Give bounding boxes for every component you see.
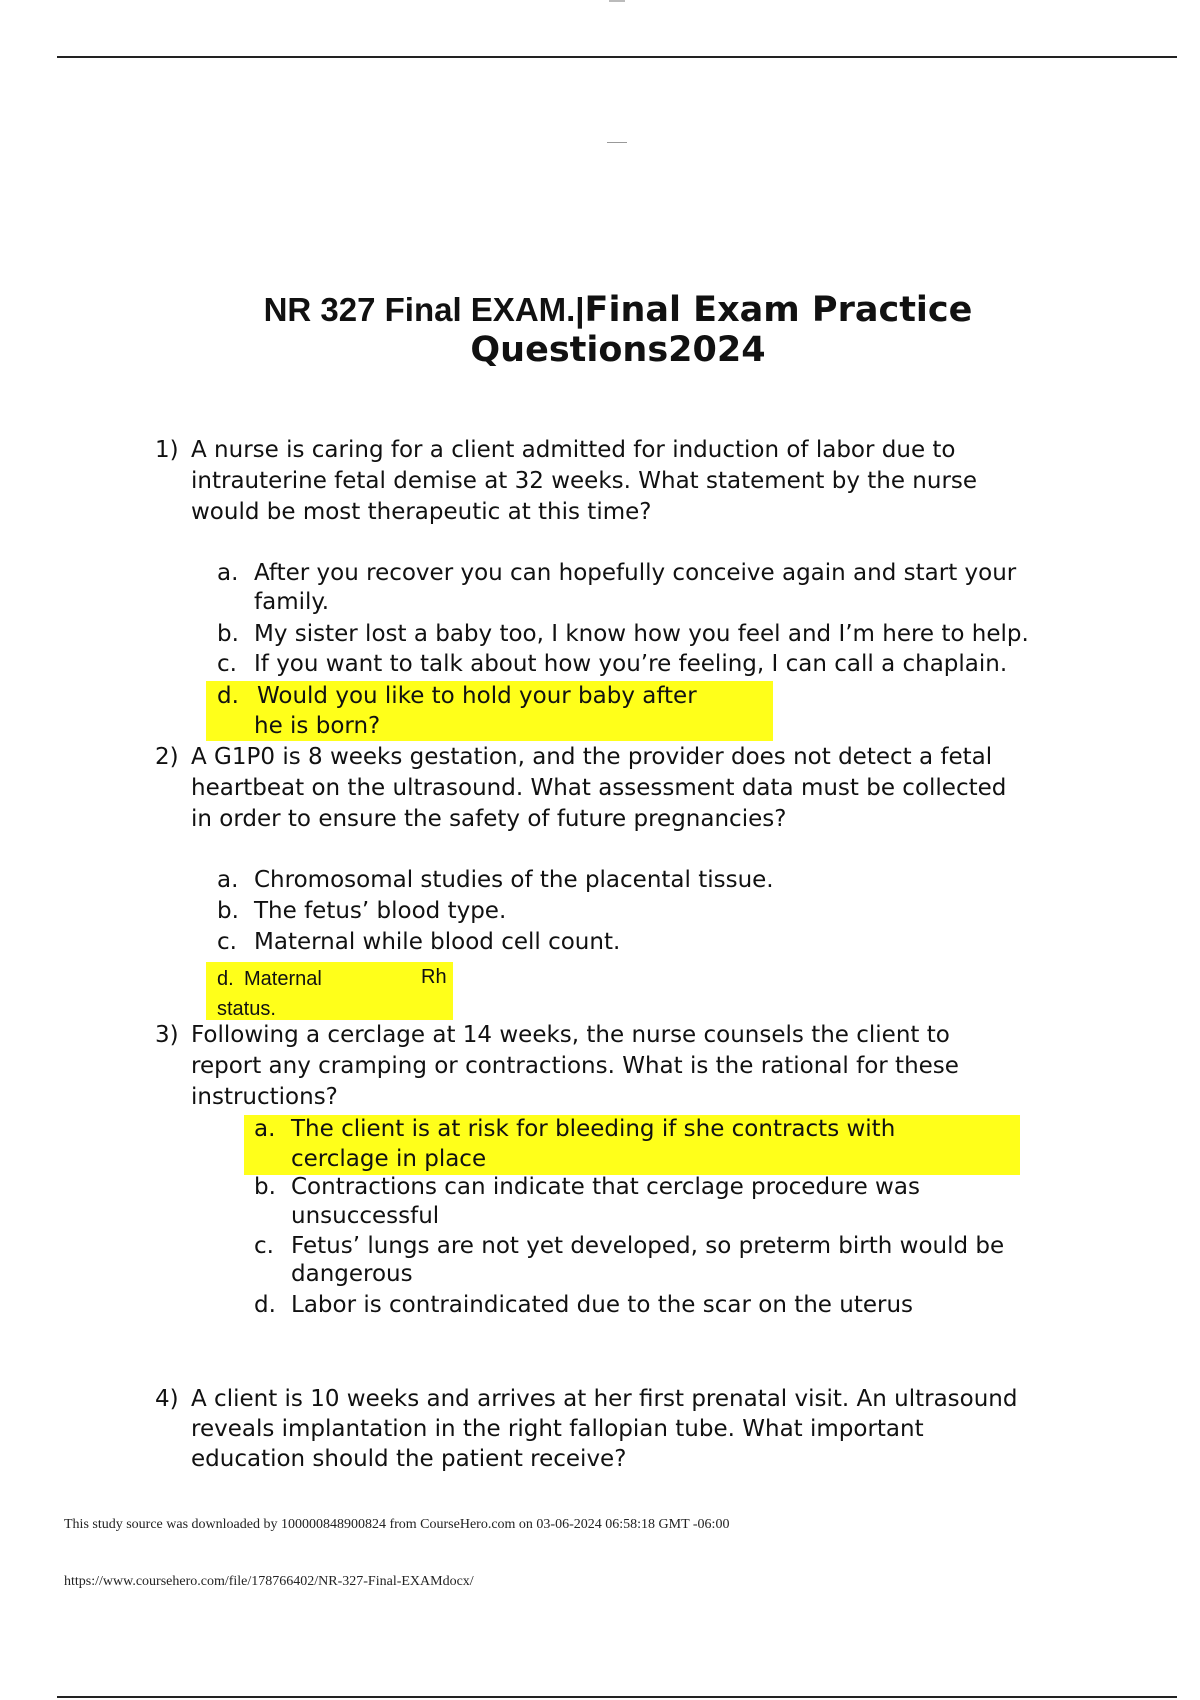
option-text: status.: [217, 998, 276, 1020]
question-text: in order to ensure the safety of future pregnancies?: [191, 806, 787, 832]
option-text: family.: [254, 589, 330, 615]
option-text: My sister lost a baby too, I know how you feel and I’m here to help.: [254, 621, 1029, 647]
option-letter: c.: [217, 651, 237, 677]
question-number: 1): [155, 437, 179, 463]
option-text: dangerous: [291, 1261, 413, 1287]
option-letter: b.: [217, 621, 239, 647]
option-text: Rh: [421, 966, 447, 988]
question-text: A client is 10 weeks and arrives at her first prenatal visit. An ultrasound: [191, 1386, 1018, 1412]
header-dash: [607, 142, 627, 143]
question-number: 3): [155, 1022, 179, 1048]
question-text: reveals implantation in the right fallopian tube. What important: [191, 1416, 924, 1442]
source-notice: This study source was downloaded by 100000848900824 from CourseHero.com on 03-06-2024 06:58:18 GMT -06:00: [64, 1517, 730, 1532]
option-letter: a.: [217, 560, 239, 586]
option-letter: c.: [217, 929, 237, 955]
option-text: Maternal while blood cell count.: [254, 929, 621, 955]
question-text: would be most therapeutic at this time?: [191, 499, 652, 525]
option-letter: b.: [217, 898, 239, 924]
question-text: A G1P0 is 8 weeks gestation, and the provider does not detect a fetal: [191, 744, 993, 770]
question-text: instructions?: [191, 1084, 338, 1110]
top-rule: [57, 56, 1177, 58]
option-text: cerclage in place: [291, 1146, 487, 1172]
option-text: Maternal: [244, 968, 322, 990]
question-number: 2): [155, 744, 179, 770]
option-text: unsuccessful: [291, 1203, 440, 1229]
option-letter: d.: [254, 1292, 276, 1318]
option-letter: d.: [217, 683, 239, 709]
question-text: intrauterine fetal demise at 32 weeks. What statement by the nurse: [191, 468, 978, 494]
question-text: education should the patient receive?: [191, 1446, 627, 1472]
option-text: The fetus’ blood type.: [254, 898, 507, 924]
option-text: The client is at risk for bleeding if she contracts with: [291, 1116, 896, 1142]
page-title-line2: Questions2024: [470, 330, 766, 370]
title-part1: NR 327 Final EXAM.|: [263, 291, 585, 328]
source-url-link[interactable]: https://www.coursehero.com/file/178766402/NR-327-Final-EXAMdocx/: [64, 1574, 474, 1589]
option-text: After you recover you can hopefully conceive again and start your: [254, 560, 1017, 586]
option-text: Fetus’ lungs are not yet developed, so preterm birth would be: [291, 1233, 1005, 1259]
title-part2: Final Exam Practice: [584, 290, 973, 330]
option-letter: a.: [254, 1116, 276, 1142]
option-text: Labor is contraindicated due to the scar on the uterus: [291, 1292, 914, 1318]
top-mark: [609, 0, 625, 2]
option-text: Chromosomal studies of the placental tissue.: [254, 867, 774, 893]
question-text: Following a cerclage at 14 weeks, the nurse counsels the client to: [191, 1022, 950, 1048]
option-text: If you want to talk about how you’re feeling, I can call a chaplain.: [254, 651, 1008, 677]
option-letter: b.: [254, 1174, 276, 1200]
option-text: he is born?: [254, 713, 381, 739]
option-text: Contractions can indicate that cerclage procedure was: [291, 1174, 920, 1200]
question-text: A nurse is caring for a client admitted for induction of labor due to: [191, 437, 956, 463]
bottom-rule: [57, 1696, 1177, 1698]
option-text: Would you like to hold your baby after: [257, 683, 697, 709]
option-letter: a.: [217, 867, 239, 893]
page-title: [0, 289, 1200, 331]
option-letter: d.: [217, 968, 234, 990]
question-text: report any cramping or contractions. What is the rational for these: [191, 1053, 959, 1079]
question-text: heartbeat on the ultrasound. What assessment data must be collected: [191, 775, 1007, 801]
question-number: 4): [155, 1386, 179, 1412]
option-letter: c.: [254, 1233, 274, 1259]
